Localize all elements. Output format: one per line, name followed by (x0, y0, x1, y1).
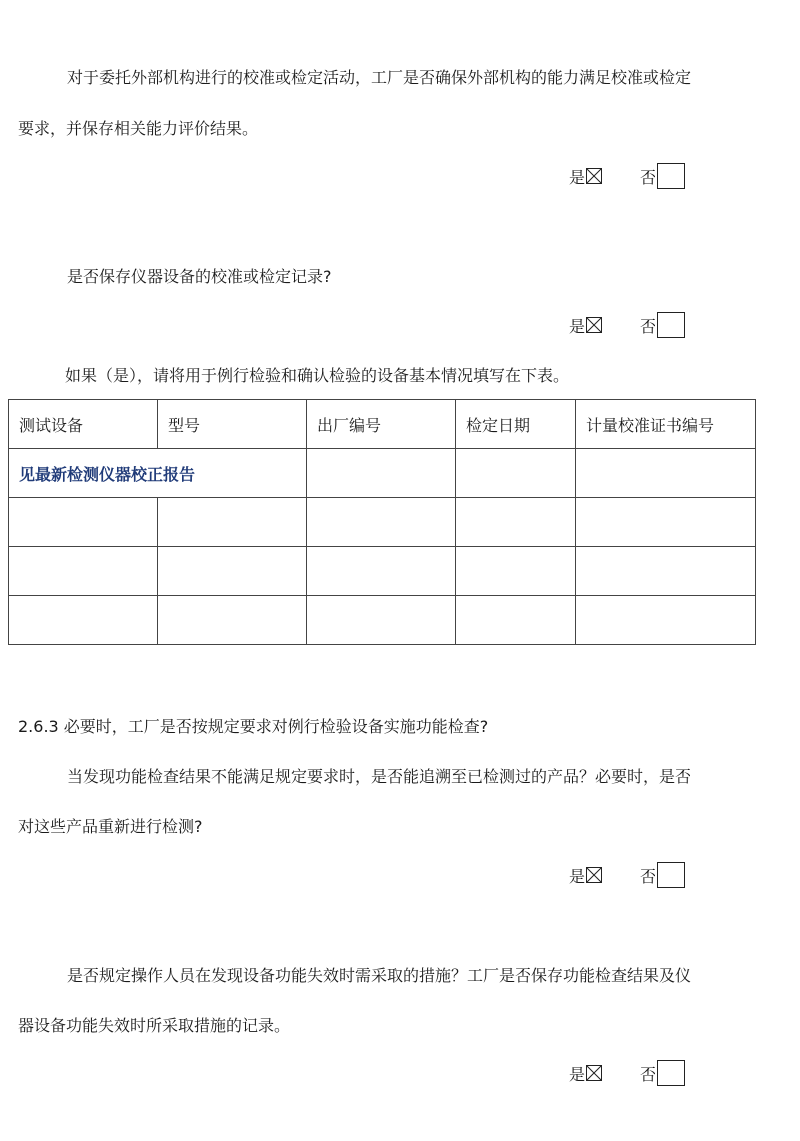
table-cell[interactable] (307, 596, 456, 645)
table-cell[interactable] (576, 547, 756, 596)
table-header-cell: 检定日期 (456, 400, 576, 449)
table-header-cell: 测试设备 (9, 400, 158, 449)
table-cell[interactable] (9, 547, 158, 596)
paragraph-text: 要求，并保存相关能力评价结果。 (18, 119, 259, 138)
table-cell[interactable] (307, 547, 456, 596)
no-label: 否 (640, 167, 657, 187)
yes-checkbox-checked[interactable] (586, 1065, 602, 1081)
table-row (9, 449, 756, 498)
yes-label: 是 (569, 1064, 586, 1084)
no-label: 否 (640, 1064, 657, 1084)
yes-no-answer (569, 862, 685, 888)
paragraph-text: 如果（是），请将用于例行检验和确认检验的设备基本情况填写在下表。 (65, 366, 570, 385)
table-cell[interactable] (456, 547, 576, 596)
yes-label: 是 (569, 167, 586, 187)
yes-no-answer (569, 1060, 685, 1086)
paragraph-text: 对这些产品重新进行检测? (18, 817, 203, 836)
table-cell[interactable] (456, 498, 576, 547)
yes-checkbox-checked[interactable] (586, 168, 602, 184)
table-cell[interactable] (9, 596, 158, 645)
table-cell[interactable] (9, 498, 158, 547)
table-cell[interactable] (158, 547, 307, 596)
table-header-cell: 出厂编号 (307, 400, 456, 449)
no-checkbox[interactable] (657, 163, 685, 189)
yes-label: 是 (569, 866, 586, 886)
table-cell[interactable] (158, 498, 307, 547)
table-cell[interactable] (576, 498, 756, 547)
table-header-cell: 型号 (158, 400, 307, 449)
paragraph-text: 对于委托外部机构进行的校准或检定活动，工厂是否确保外部机构的能力满足校准或检定 (67, 68, 692, 87)
no-checkbox[interactable] (657, 312, 685, 338)
yes-label: 是 (569, 316, 586, 336)
table-row (9, 596, 756, 645)
yes-checkbox-checked[interactable] (586, 867, 602, 883)
paragraph-text: 器设备功能失效时所采取措施的记录。 (18, 1016, 291, 1035)
table-cell[interactable] (456, 449, 576, 498)
paragraph-text: 是否保存仪器设备的校准或检定记录? (67, 267, 332, 286)
table-row (9, 498, 756, 547)
merged-note-cell[interactable]: 见最新检测仪器校正报告 (9, 449, 307, 498)
table-cell[interactable] (576, 596, 756, 645)
yes-no-answer (569, 163, 685, 189)
paragraph-text: 是否规定操作人员在发现设备功能失效时需采取的措施？工厂是否保存功能检查结果及仪 (67, 966, 692, 985)
no-label: 否 (640, 316, 657, 336)
table-header-cell: 计量校准证书编号 (576, 400, 756, 449)
section-heading: 2.6.3 必要时，工厂是否按规定要求对例行检验设备实施功能检查? (18, 717, 489, 736)
table-cell[interactable] (158, 596, 307, 645)
yes-checkbox-checked[interactable] (586, 317, 602, 333)
table-cell[interactable] (307, 498, 456, 547)
no-checkbox[interactable] (657, 862, 685, 888)
table-cell[interactable] (456, 596, 576, 645)
equipment-table (8, 399, 756, 645)
table-header-row (9, 400, 756, 449)
table-cell[interactable] (576, 449, 756, 498)
yes-no-answer (569, 312, 685, 338)
paragraph-text: 当发现功能检查结果不能满足规定要求时，是否能追溯至已检测过的产品？必要时，是否 (67, 767, 692, 786)
table-row (9, 547, 756, 596)
no-checkbox[interactable] (657, 1060, 685, 1086)
table-cell[interactable] (307, 449, 456, 498)
no-label: 否 (640, 866, 657, 886)
